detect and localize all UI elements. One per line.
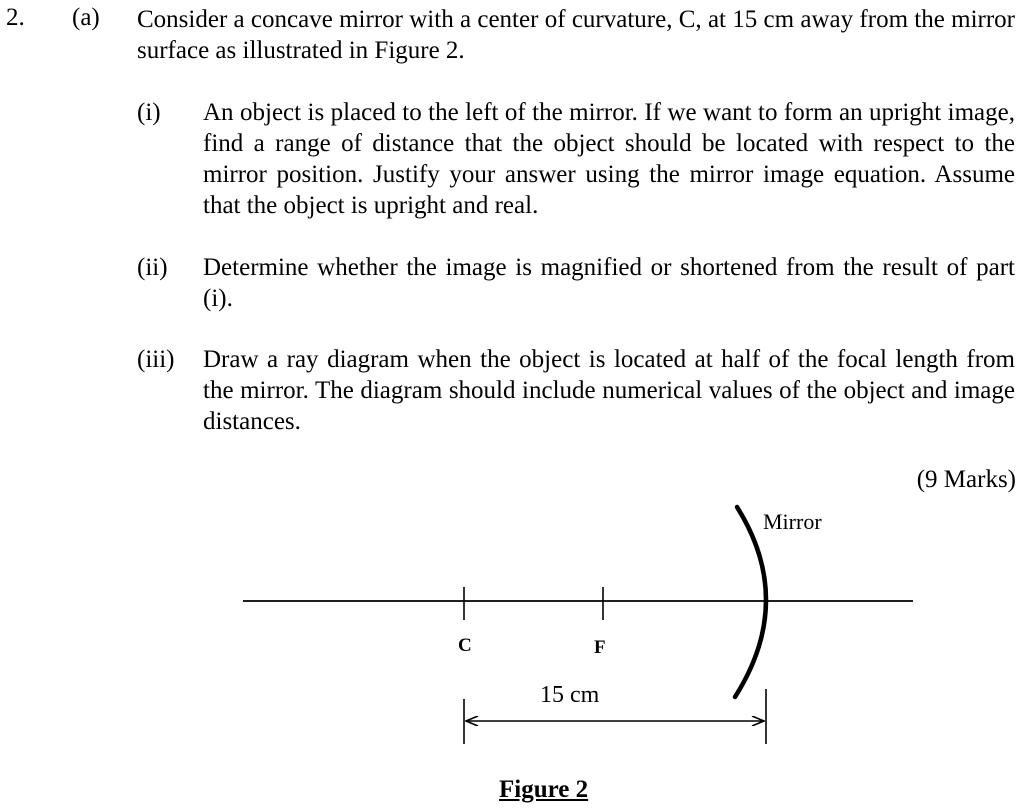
question-number: 2. [6,4,25,31]
marks-label: (9 Marks) [916,466,1016,493]
subpart-label-ii: (ii) [137,254,168,281]
concave-mirror [735,507,766,697]
figure-caption: Figure 2 [499,776,589,803]
part-label-a: (a) [72,4,100,31]
subpart-text-i: An object is placed to the left of the mirror. If we want to form an upright image, find a range of distance that the object should be located with respect to the mirror position. Justify your answer using the mirror image equation. Assume that the object is upright and real. [203,99,1015,219]
subpart-label-iii: (iii) [137,346,175,373]
distance-label: 15 cm [540,682,600,708]
subpart-text-ii: Determine whether the image is magnified or shortened from the result of part (i). [203,254,1015,312]
mirror-label: Mirror [763,509,822,534]
subpart-text-iii: Draw a ray diagram when the object is located at half of the focal length from the mirror. The diagram should include numerical values of the object and image distances. [203,346,1015,435]
part-a-text: Consider a concave mirror with a center of curvature, C, at 15 cm away from the mirror surface as illustrated in Figure 2. [137,6,1015,64]
point-f-label: F [594,637,606,658]
subpart-label-i: (i) [137,99,161,126]
point-c-label: C [458,635,472,656]
